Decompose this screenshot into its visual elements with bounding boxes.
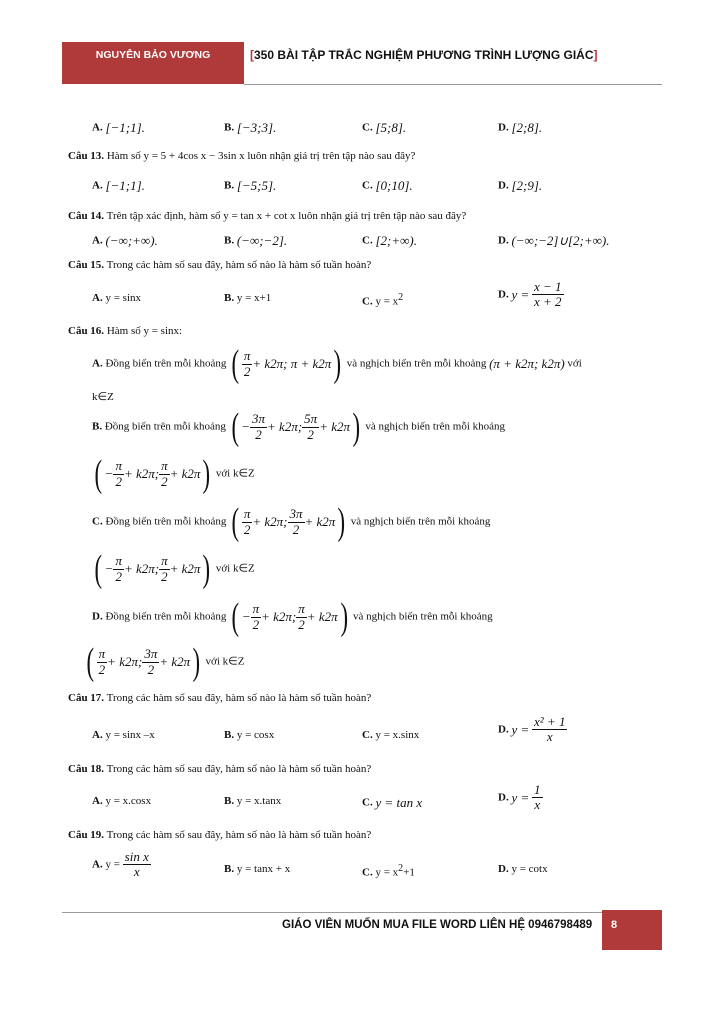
q13-stem: Câu 13. Hàm số y = 5 + 4cos x − 3sin x luôn nhận giá trị trên tập nào sau đây? (68, 150, 416, 162)
header-title: 350 BÀI TẬP TRẮC NGHIỆM PHƯƠNG TRÌNH LƯỢNG GIÁC (254, 48, 594, 62)
q19-option-c: C. $y = x^2+1$ (362, 863, 415, 879)
q18-option-c: C. y = tan x (362, 795, 423, 810)
q18-option-b: B. y = x.tanx (224, 795, 282, 807)
footer-rule (62, 912, 602, 913)
q16-option-d: D. Đồng biến trên mỗi khoảng ( − $\frac{\pi}{2}$ + k2π; $\frac{\pi}{2}$ + k2π) và nghịch biến trên mỗi khoảng (92, 596, 493, 638)
q16-option-a-tail: k∈Z (92, 391, 114, 403)
page-number: 8 (610, 919, 618, 931)
q19-stem: Câu 19. Trong các hàm số sau đây, hàm số nào là hàm số tuần hoàn? (68, 829, 372, 841)
header-title-wrap: [350 BÀI TẬP TRẮC NGHIỆM PHƯƠNG TRÌNH LƯỢNG GIÁC] (250, 48, 598, 62)
q15-option-b: B. y = x+1 (224, 292, 272, 304)
q17-option-c: C. y = x.sinx (362, 729, 420, 741)
q14-option-b: B. (−∞;−2]. (224, 233, 288, 248)
header-rule (244, 84, 662, 85)
q16-option-c: C. Đồng biến trên mỗi khoảng ( $\frac{\pi}{2}$ + k2π; $\frac{3\pi}{2}$ + k2π) và nghịch biến trên mỗi khoảng (92, 501, 491, 543)
q13-option-c: C. [0;10]. (362, 178, 413, 193)
row0-option-d: D. [2;8]. (498, 120, 543, 135)
q19-option-d: D. y = cotx (498, 863, 548, 875)
q17-stem: Câu 17. Trong các hàm số sau đây, hàm số nào là hàm số tuần hoàn? (68, 692, 372, 704)
q14-option-c: C. [2;+∞). (362, 233, 417, 248)
q17-option-a: A. y = sinx –x (92, 729, 155, 741)
q15-stem: Câu 15. Trong các hàm số sau đây, hàm số nào là hàm số tuần hoàn? (68, 259, 372, 271)
row0-option-b: B. [−3;3]. (224, 120, 277, 135)
q13-option-b: B. [−5;5]. (224, 178, 277, 193)
q16-option-a: A. Đồng biến trên mỗi khoảng ( $\frac{\pi}{2}$ + k2π; π + k2π) và nghịch biến trên mỗi khoảng (π + k2π; k2π) với (92, 343, 582, 385)
q18-stem: Câu 18. Trong các hàm số sau đây, hàm số nào là hàm số tuần hoàn? (68, 763, 372, 775)
q16-option-d-interval: ( $\frac{\pi}{2}$ + k2π; $\frac{3\pi}{2}$ + k2π) với k∈Z (86, 641, 245, 683)
q16-option-c-interval: ( − $\frac{\pi}{2}$ + k2π; $\frac{\pi}{2}$ + k2π) với k∈Z (94, 548, 255, 590)
q16-stem: Câu 16. Hàm số y = sinx: (68, 325, 183, 337)
q19-option-a: A. y = $\frac{\text{sin x}}{x}$ (92, 849, 149, 880)
q17-option-b: B. y = cosx (224, 729, 275, 741)
q13-option-d: D. [2;9]. (498, 178, 543, 193)
row0-option-a: A. [−1;1]. (92, 120, 145, 135)
q15-option-c: C. $y = x^2$ (362, 292, 404, 308)
q14-option-d: D. (−∞;−2]∪[2;+∞). (498, 233, 610, 248)
q14-option-a: A. (−∞;+∞). (92, 233, 158, 248)
q18-option-a: A. y = x.cosx (92, 795, 152, 807)
q19-option-b: B. y = tanx + x (224, 863, 291, 875)
footer-contact: GIÁO VIÊN MUỐN MUA FILE WORD LIÊN HỆ 0946798489 (282, 919, 593, 931)
q16-option-b-interval: ( − $\frac{\pi}{2}$ + k2π; $\frac{\pi}{2}$ + k2π) với k∈Z (94, 453, 255, 495)
q16-option-b: B. Đồng biến trên mỗi khoảng ( − $\frac{3\pi}{2}$ + k2π; $\frac{5\pi}{2}$ + k2π) và nghịch biến trên mỗi khoảng (92, 406, 506, 448)
header-author: NGUYỄN BẢO VƯƠNG (95, 49, 211, 61)
q17-option-d: D. y = $\frac{\text{x² + 1}}{x}$ (498, 714, 566, 745)
q15-option-d: D. y = $\frac{x - 1}{x + 2}$ (498, 279, 562, 310)
q14-stem: Câu 14. Trên tập xác định, hàm số y = tan x + cot x luôn nhận giá trị trên tập nào sau đây? (68, 210, 467, 222)
q13-option-a: A. [−1;1]. (92, 178, 145, 193)
q18-option-d: D. y = $\frac{1}{x}$ (498, 782, 541, 813)
q15-option-a: A. y = sinx (92, 292, 141, 304)
row0-option-c: C. [5;8]. (362, 120, 407, 135)
